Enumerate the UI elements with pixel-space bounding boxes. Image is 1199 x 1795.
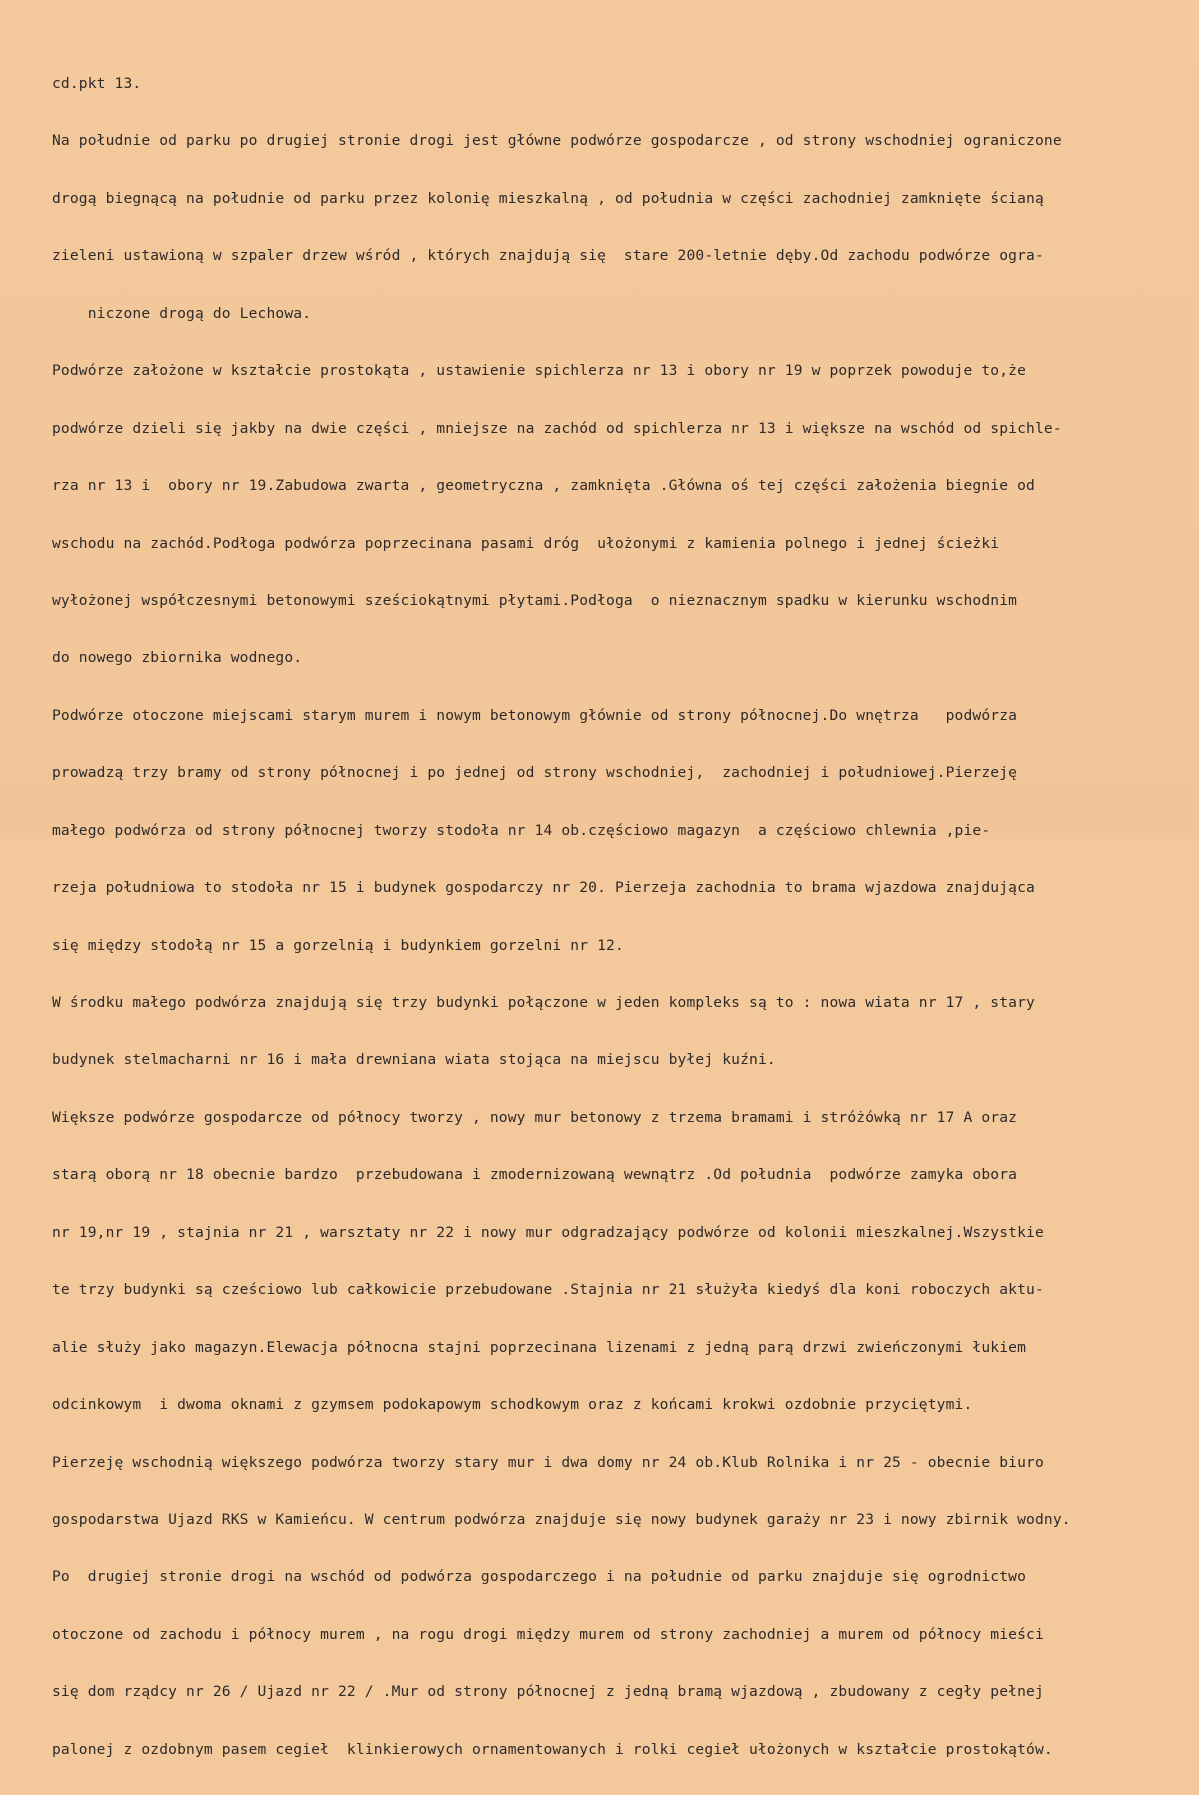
text-line-2: Na południe od parku po drugiej stronie drogi jest główne podwórze gospodarcze , od strony wschodniej ograniczone (52, 132, 1062, 150)
text-line-19: Większe podwórze gospodarcze od północy tworzy , nowy mur betonowy z trzema bramami i stróżówką nr 17 A oraz (52, 1108, 1018, 1126)
text-line-20: starą oborą nr 18 obecnie bardzo przebudowana i zmodernizowaną wewnątrz .Od południa podwórze zamyka obora (52, 1166, 1018, 1184)
text-line-3: drogą biegnącą na południe od parku przez kolonię mieszkalną , od południa w części zachodniej zamknięte ścianą (52, 189, 1044, 207)
text-line-17: W środku małego podwórza znajdują się trzy budynki połączone w jeden kompleks są to : nowa wiata nr 17 , stary (52, 994, 1035, 1011)
text-line-7: podwórze dzieli się jakby na dwie części , mniejsze na zachód od spichlerza nr 13 i większe na wschód od spichle- (52, 419, 1062, 437)
text-line-12: Podwórze otoczone miejscami starym murem i nowym betonowym głównie od strony północnej.Do wnętrza podwórza (52, 706, 1018, 724)
text-line-13: prowadzą trzy bramy od strony północnej i po jednej od strony wschodniej, zachodniej i południowej.Pierzeję (52, 764, 1018, 782)
text-line-29: się dom rządcy nr 26 / Ujazd nr 22 / .Mur od strony północnej z jedną bramą wjazdową , zbudowany z cegły pełnej (52, 1683, 1044, 1701)
text-line-23: alie służy jako magazyn.Elewacja północna stajni poprzecinana lizenami z jedną parą drzwi zwieńczonymi łukiem (52, 1338, 1027, 1356)
typewritten-text (52, 38, 1197, 1795)
text-line-14: małego podwórza od strony północnej tworzy stodoła nr 14 ob.częściowo magazyn a częściowo chlewnia ,pie- (52, 821, 991, 839)
text-line-10: wyłożonej współczesnymi betonowymi sześciokątnymi płytami.Podłoga o nieznacznym spadku w kierunku wschodnim (52, 591, 1018, 609)
text-line-21: nr 19,nr 19 , stajnia nr 21 , warsztaty nr 22 i nowy mur odgradzający podwórze od kolonii mieszkalnej.Wszystkie (52, 1223, 1044, 1241)
text-line-30: palonej z ozdobnym pasem cegieł klinkierowych ornamentowanych i rolki cegieł ułożonych w kształcie prostokątów. (52, 1740, 1053, 1758)
text-line-25: Pierzeję wschodnią większego podwórza tworzy stary mur i dwa domy nr 24 ob.Klub Rolnika i nr 25 - obecnie biuro (52, 1453, 1044, 1471)
text-line-27: Po drugiej stronie drogi na wschód od podwórza gospodarczego i na południe od parku znajduje się ogrodnictwo (52, 1568, 1027, 1586)
text-line-8: rza nr 13 i obory nr 19.Zabudowa zwarta , geometryczna , zamknięta .Główna oś tej części założenia biegnie od (52, 477, 1035, 495)
text-line-5: niczone drogą do Lechowa. (52, 304, 312, 322)
text-line-4: zieleni ustawioną w szpaler drzew wśród , których znajdują się stare 200-letnie dęby.Od zachodu podwórze ogra- (52, 247, 1044, 265)
text-line-26: gospodarstwa Ujazd RKS w Kamieńcu. W centrum podwórza znajduje się nowy budynek garaży nr 23 i nowy zbirnik wodny. (52, 1510, 1071, 1528)
text-line-28: otoczone od zachodu i północy murem , na rogu drogi między murem od strony zachodniej a murem od północy mieści (52, 1625, 1044, 1643)
text-line-9: wschodu na zachód.Podłoga podwórza poprzecinana pasami dróg ułożonymi z kamienia polnego i jednej ścieżki (52, 534, 1000, 552)
text-line-16: się między stodołą nr 15 a gorzelnią i budynkiem gorzelni nr 12. (52, 936, 624, 954)
text-line-1: cd.pkt 13. (52, 75, 142, 92)
text-line-24: odcinkowym i dwoma oknami z gzymsem podokapowym schodkowym oraz z końcami krokwi ozdobnie przyciętymi. (52, 1396, 973, 1414)
text-line-22: te trzy budynki są cześciowo lub całkowicie przebudowane .Stajnia nr 21 służyła kiedyś dla koni roboczych aktu- (52, 1281, 1044, 1299)
text-line-11: do nowego zbiornika wodnego. (52, 649, 303, 667)
text-line-6: Podwórze założone w kształcie prostokąta , ustawienie spichlerza nr 13 i obory nr 19 w poprzek powoduje to,że (52, 362, 1027, 380)
text-line-15: rzeja południowa to stodoła nr 15 i budynek gospodarczy nr 20. Pierzeja zachodnia to brama wjazdowa znajdująca (52, 879, 1035, 897)
text-line-18: budynek stelmacharni nr 16 i mała drewniana wiata stojąca na miejscu byłej kuźni. (52, 1051, 776, 1069)
